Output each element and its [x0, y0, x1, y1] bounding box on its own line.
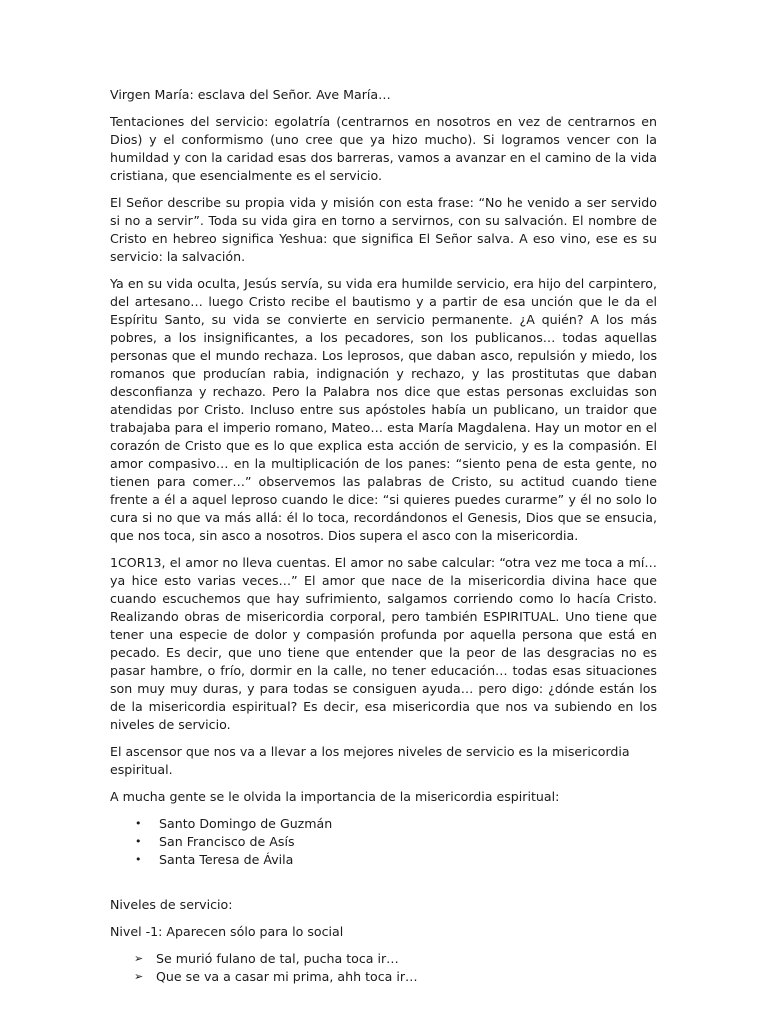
list-item — [110, 815, 657, 833]
blank-line — [110, 878, 657, 896]
paragraph-elevator: El ascensor que nos va a llevar a los mejores niveles de servicio es la misericordia espiritual. — [110, 744, 630, 777]
example-text: Se murió fulano de tal, pucha toca ir… — [156, 951, 399, 966]
bullet-icon: • — [135, 853, 142, 866]
paragraph-hidden-life: Ya en su vida oculta, Jesús servía, su vida era humilde servicio, era hijo del carpintero, del artesano… luego Cristo recibe el bautismo y a partir de esa unción que le da el Espíritu Santo, su vida se convierte en servicio permanente. ¿A quién? A los más pobres, a los insignificantes, a los pecadores, son los publicanos… todas aquellas personas que el mundo rechaza. Los leprosos, que daban asco, repulsión y miedo, los romanos que producían rabia, indignación y rechazo, y las prostitutas que daban desconfianza y rechazo. Pero la Palabra nos dice que estas personas excluidas son atendidas por Cristo. Incluso entre sus apóstoles había un publicano, un traidor que trabajaba para el imperio romano, Mateo… esta María Magdalena. Hay un motor en el corazón de Cristo que es lo que explica esta acción de servicio, y es la compasión. El amor compasivo… en la multiplicación de los panes: “siento pena de esta gente, no tienen para comer…” observemos las palabras de Cristo, su actitud cuando tiene frente a él a aquel leproso cuando le dice: “si quieres puedes curarme” y él no solo lo cura si no que va más allá: él lo toca, recordándonos el Genesis, Dios que se ensucia, que nos toca, sin asco a nosotros. Dios supera el asco con la misericordia. — [110, 276, 657, 543]
paragraph-1cor13: 1COR13, el amor no lleva cuentas. El amor no sabe calcular: “otra vez me toca a mí… ya hice esto varias veces…” El amor que nace de la misericordia divina hace que cuando escuchemos que hay sufrimiento, salgamos corriendo como lo hacía Cristo. Realizando obras de misericordia corporal, pero también ESPIRITUAL. Uno tiene que tener una especie de dolor y compasión profunda por aquella persona que está en pecado. Es decir, que uno tiene que entender que la peor de las desgracias no es pasar hambre, o frío, dormir en la calle, no tener educación… todas esas situaciones son muy muy duras, y para todas se consiguen ayuda… pero digo: ¿dónde están los de la misericordia espiritual? Es decir, esa misericordia que nos va subiendo en los niveles de servicio. — [110, 555, 657, 732]
list-item — [110, 833, 657, 851]
bullet-icon: • — [135, 835, 142, 848]
list-item — [110, 851, 657, 869]
examples-list — [110, 950, 657, 986]
saint-name: Santa Teresa de Ávila — [159, 852, 294, 867]
example-text: Que se va a casar mi prima, ahh toca ir… — [156, 969, 418, 984]
list-item — [110, 968, 657, 986]
list-item — [110, 950, 657, 968]
saint-name: Santo Domingo de Guzmán — [159, 816, 333, 831]
level-minus-one: Nivel -1: Aparecen sólo para lo social — [110, 924, 344, 939]
bullet-icon: • — [135, 817, 142, 830]
levels-heading: Niveles de servicio: — [110, 897, 233, 912]
saints-list — [110, 815, 657, 869]
intro-line: Virgen María: esclava del Señor. Ave María… — [110, 87, 391, 102]
paragraph-forget: A mucha gente se le olvida la importancia de la misericordia espiritual: — [110, 789, 560, 804]
document-body — [110, 86, 657, 986]
arrow-bullet-icon: ➢ — [134, 952, 144, 965]
saint-name: San Francisco de Asís — [159, 834, 295, 849]
paragraph-temptations: Tentaciones del servicio: egolatría (centrarnos en nosotros en vez de centrarnos en Dios) y el conformismo (uno cree que ya hizo mucho). Si logramos vencer con la humildad y con la caridad esas dos barreras, vamos a avanzar en el camino de la vida cristiana, que esencialmente es el servicio. — [110, 114, 657, 183]
paragraph-mission: El Señor describe su propia vida y misión con esta frase: “No he venido a ser servido si no a servir”. Toda su vida gira en torno a servirnos, con su salvación. El nombre de Cristo en hebreo significa Yeshua: que significa El Señor salva. A eso vino, ese es su servicio: la salvación. — [110, 195, 657, 264]
arrow-bullet-icon: ➢ — [134, 970, 144, 983]
